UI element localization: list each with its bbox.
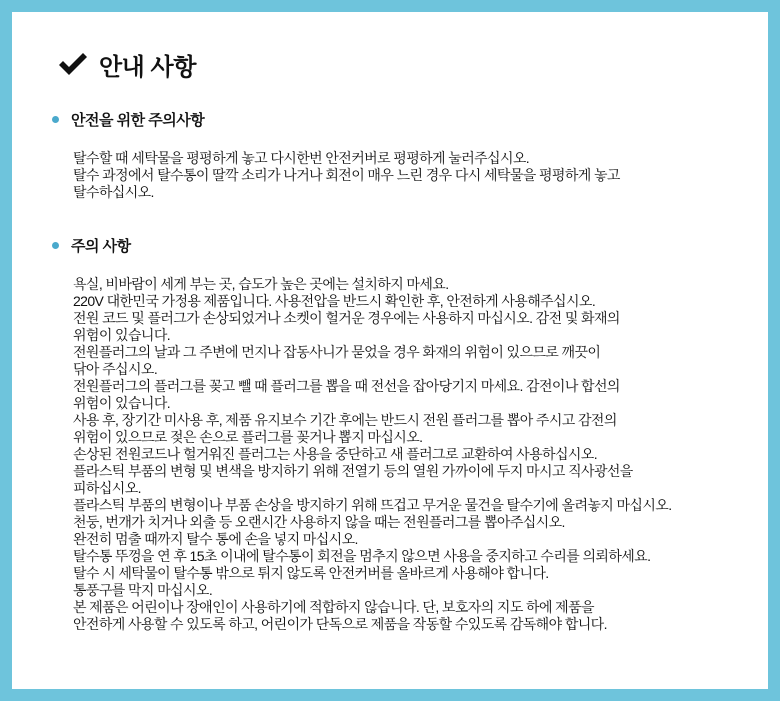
- section-header: [52, 234, 748, 256]
- text-line: 220V 대한민국 가정용 제품입니다. 사용전압을 반드시 확인한 후, 안전하게 사용해주십시오.: [73, 293, 596, 309]
- section-body: [73, 150, 748, 201]
- text-line: 탈수할 때 세탁물을 평평하게 놓고 다시한번 안전커버로 평평하게 눌러주십시오.: [73, 150, 530, 166]
- text-line: 플라스틱 부품의 변형 및 변색을 방지하기 위해 전열기 등의 열원 가까이에 두지 마시고 직사광선을: [73, 463, 633, 479]
- section-body: [73, 276, 748, 633]
- text-line: 전원 코드 및 플러그가 손상되었거나 소켓이 헐거운 경우에는 사용하지 마십시오. 감전 및 화재의: [73, 310, 620, 326]
- text-line: 전원플러그의 날과 그 주변에 먼지나 잡동사니가 묻었을 경우 화재의 위험이 있으므로 깨끗이: [73, 344, 601, 360]
- text-line: 플라스틱 부품의 변형이나 부품 손상을 방지하기 위해 뜨겁고 무거운 물건을 탈수기에 올려놓지 마십시오.: [73, 497, 672, 513]
- page-title: 안내 사항: [99, 53, 196, 81]
- text-line: 통풍구를 막지 마십시오.: [73, 582, 213, 598]
- text-line: 탈수하십시오.: [73, 184, 154, 200]
- text-line: 탈수 시 세탁물이 탈수통 밖으로 튀지 않도록 안전커버를 올바르게 사용해야 합니다.: [73, 565, 549, 581]
- text-line: 위험이 있으므로 젖은 손으로 플러그를 꽂거나 뽑지 마십시오.: [73, 429, 423, 445]
- text-line: 안전하게 사용할 수 있도록 하고, 어린이가 단독으로 제품을 작동할 수있도록 감독해야 합니다.: [73, 616, 607, 632]
- section-header: [52, 108, 748, 130]
- caution-section: [52, 234, 748, 633]
- bullet-icon: [52, 116, 59, 123]
- notice-header: [57, 46, 196, 82]
- text-line: 탈수통 뚜껑을 연 후 15초 이내에 탈수통이 회전을 멈추지 않으면 사용을 중지하고 수리를 의뢰하세요.: [73, 548, 651, 564]
- text-line: 완전히 멈출 때까지 탈수 통에 손을 넣지 마십시오.: [73, 531, 358, 547]
- text-line: 본 제품은 어린이나 장애인이 사용하기에 적합하지 않습니다. 단, 보호자의 지도 하에 제품을: [73, 599, 594, 615]
- check-mark-icon: [57, 50, 89, 78]
- text-line: 탈수 과정에서 탈수통이 딸깍 소리가 나거나 회전이 매우 느린 경우 다시 세탁물을 평평하게 놓고: [73, 167, 620, 183]
- text-line: 욕실, 비바람이 세게 부는 곳, 습도가 높은 곳에는 설치하지 마세요.: [73, 276, 449, 292]
- bullet-icon: [52, 242, 59, 249]
- text-line: 닦아 주십시오.: [73, 361, 158, 377]
- text-line: 사용 후, 장기간 미사용 후, 제품 유지보수 기간 후에는 반드시 전원 플러그를 뽑아 주시고 감전의: [73, 412, 617, 428]
- notice-content: [12, 12, 768, 689]
- text-line: 전원플러그의 플러그를 꽂고 뺄 때 플러그를 뽑을 때 전선을 잡아당기지 마세요. 감전이나 합선의: [73, 378, 620, 394]
- text-line: 피하십시오.: [73, 480, 141, 496]
- section-title: 주의 사항: [71, 237, 131, 255]
- section-title: 안전을 위한 주의사항: [71, 111, 205, 129]
- text-line: 위험이 있습니다.: [73, 395, 171, 411]
- text-line: 위험이 있습니다.: [73, 327, 171, 343]
- safety-precautions-section: [52, 108, 748, 201]
- text-line: 손상된 전원코드나 헐거워진 플러그는 사용을 중단하고 새 플러그로 교환하여 사용하십시오.: [73, 446, 598, 462]
- text-line: 천둥, 번개가 치거나 외출 등 오랜시간 사용하지 않을 때는 전원플러그를 뽑아주십시오.: [73, 514, 565, 530]
